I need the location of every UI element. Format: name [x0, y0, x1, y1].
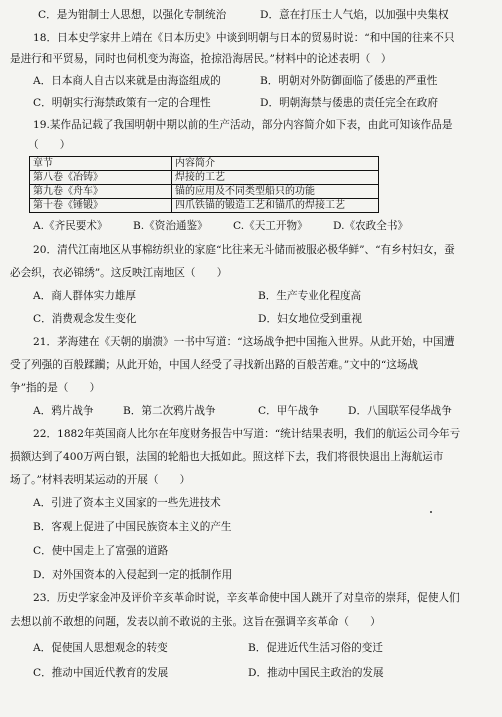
q21-option-c: C．甲午战争: [258, 405, 320, 417]
table-cell: 焊接的工艺: [172, 171, 379, 185]
q19-stem-line2: （ ）: [28, 139, 71, 151]
q19-chapter-table: [29, 156, 379, 213]
q21-stem-line3: 争”指的是（ ）: [10, 382, 101, 394]
table-cell: 第九卷《舟车》: [30, 185, 172, 199]
q18-option-c: C．明朝实行海禁政策有一定的合理性: [33, 97, 211, 109]
q19-stem-line1: 19.某作品记载了我国明朝中期以前的生产活动，部分内容简介如下表，由此可知该作品是: [33, 119, 453, 131]
q19-option-b: B.《资治通鉴》: [133, 220, 208, 232]
table-cell: 第十卷《锤锻》: [30, 199, 172, 213]
table-cell: 第八卷《冶铸》: [30, 171, 172, 185]
q22-option-c: C．使中国走上了富强的道路: [33, 545, 169, 557]
q21-option-a: A．鸦片战争: [33, 405, 94, 417]
q20-option-d: D．妇女地位受到重视: [258, 313, 362, 325]
q20-stem-line1: 20．清代江南地区从事棉纺织业的家庭“比往来无斗储而被服必极华鲜”、“有乡村妇女，蚕: [33, 244, 455, 256]
table-row: [30, 185, 379, 199]
q19-option-a: A.《齐民要术》: [33, 220, 108, 232]
table-header-row: [30, 157, 379, 171]
table-row: [30, 199, 379, 213]
q22-stem-line2: 损额达到了400万两白银，法国的轮船也大抵如此。照这样下去，我们将很快退出上海航运市: [10, 451, 444, 463]
q18-option-b: B．明朝对外防御面临了倭患的严重性: [260, 75, 438, 87]
q23-stem-line2: 去想以前不敢想的问题，发表以前不敢说的主张。这旨在强调辛亥革命（ ）: [10, 616, 381, 628]
table-cell: 四爪铁锚的锻造工艺和锚爪的焊接工艺: [172, 199, 379, 213]
q22-option-b: B．客观上促进了中国民族资本主义的产生: [33, 521, 232, 533]
table-cell: 锚的应用及不同类型船只的功能: [172, 185, 379, 199]
q23-option-a: A．促使国人思想观念的转变: [33, 642, 168, 654]
q21-option-b: B．第二次鸦片战争: [123, 405, 216, 417]
q21-stem-line1: 21．茅海建在《天朝的崩溃》一书中写道：“这场战争把中国拖入世界。从此开始，中国遭: [33, 336, 455, 348]
q18-stem-line1: 18．日本史学家井上靖在《日本历史》中谈到明朝与日本的贸易时说：“和中国的往来不只: [33, 32, 455, 44]
q22-option-d: D．对外国资本的入侵起到一定的抵制作用: [33, 569, 233, 581]
table-header-cell: 内容简介: [172, 157, 379, 171]
q21-stem-line2: 受了列强的百般蹂躏；从此开始，中国人经受了寻找新出路的百般苦难。”文中的“这场战: [10, 359, 419, 371]
q20-option-c: C．消费观念发生变化: [33, 313, 137, 325]
table-row: [30, 171, 379, 185]
q22-stem-line1: 22．1882年英国商人比尔在年度财务报告中写道：“统计结果表明，我们的航运公司今年亏: [33, 428, 461, 440]
q23-option-c: C．推动中国近代教育的发展: [33, 667, 169, 679]
q19-option-c: C.《天工开物》: [233, 220, 308, 232]
q20-option-b: B．生产专业化程度高: [258, 290, 362, 302]
q23-option-b: B．促进近代生活习俗的变迁: [248, 642, 383, 654]
prev-option-c: C．是为钳制士人思想，以强化专制统治: [38, 9, 227, 21]
prev-option-d: D．意在打压士人气焰，以加强中央集权: [260, 9, 449, 21]
q20-option-a: A．商人群体实力雄厚: [33, 290, 136, 302]
stray-ink-dot: [430, 511, 432, 513]
q18-option-a: A．日本商人自古以来就是由海盗组成的: [33, 75, 221, 87]
q18-stem-line2: 是进行和平贸易，同时也伺机变为海盗，抢掠沿海居民。”材料中的论述表明（ ）: [10, 53, 392, 65]
q18-option-d: D．明朝海禁与倭患的责任完全在政府: [260, 97, 438, 109]
q22-option-a: A．引进了资本主义国家的一些先进技术: [33, 497, 221, 509]
q23-stem-line1: 23．历史学家金冲及评价辛亥革命时说，辛亥革命使中国人跳开了对皇帝的崇拜，促使人们: [33, 592, 460, 604]
table-header-cell: 章节: [30, 157, 172, 171]
q20-stem-line2: 必会织，衣必锦绣”。这反映江南地区（ ）: [10, 267, 228, 279]
q21-option-d: D．八国联军侵华战争: [348, 405, 452, 417]
q22-stem-line3: 场了。”材料表明某运动的开展（ ）: [10, 474, 191, 486]
q19-option-d: D.《农政全书》: [333, 220, 409, 232]
q23-option-d: D．推动中国民主政治的发展: [248, 667, 384, 679]
